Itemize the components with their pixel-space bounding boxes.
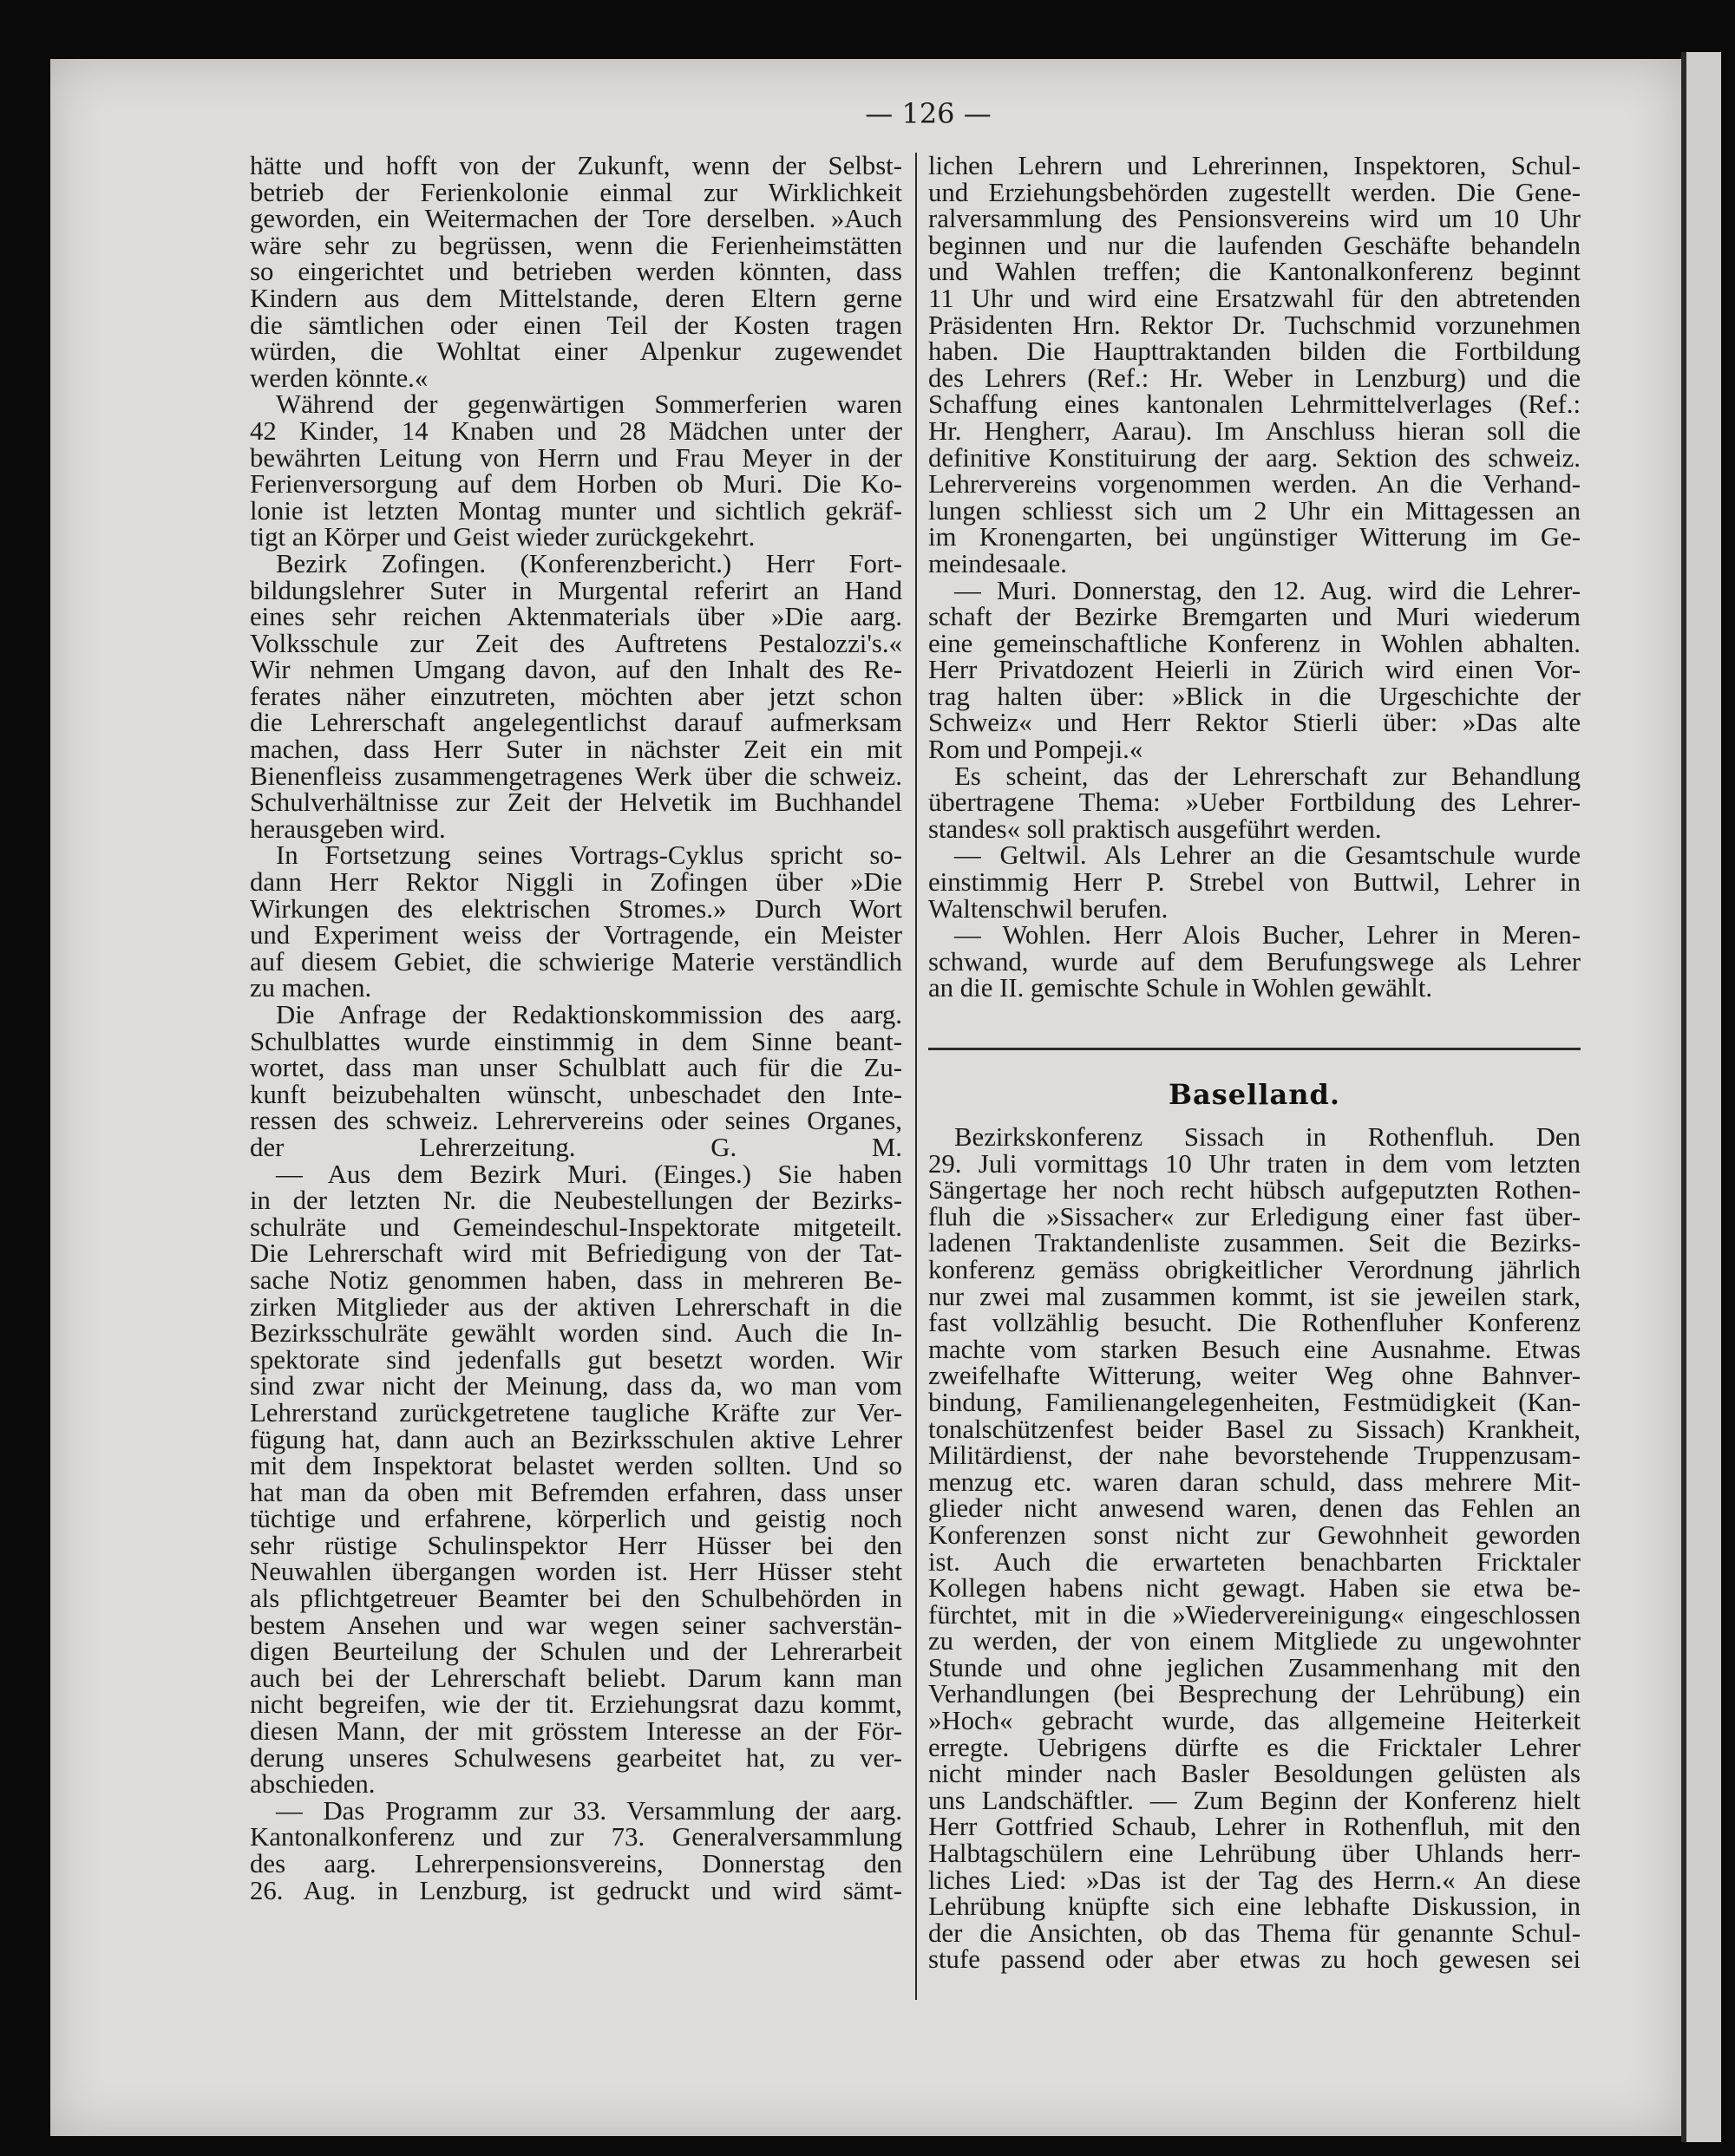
text-line: Lehrübung knüpfte sich eine lebhafte Diskussion, in <box>928 1891 1581 1922</box>
text-line: wäre sehr zu begrüssen, wenn die Ferienheimstätten <box>250 230 902 260</box>
text-line: Verhandlungen (bei Besprechung der Lehrübung) ein <box>928 1679 1581 1709</box>
section-separator <box>928 1048 1581 1050</box>
text-line: 11 Uhr und wird eine Ersatzwahl für den abtretenden <box>928 283 1581 313</box>
text-line: fürchtet, mit in die »Wiedervereinigung« eingeschlossen <box>928 1599 1581 1630</box>
text-line: fast vollzählig besucht. Die Rothenfluher Konferenz <box>928 1308 1581 1338</box>
text-line: tonalschützenfest beider Basel zu Sissach) Krankheit, <box>928 1414 1581 1444</box>
text-line: übertragene Thema: »Ueber Fortbildung des Lehrer- <box>928 787 1581 818</box>
text-line: Kantonalkonferenz und zur 73. Generalversammlung <box>250 1822 902 1852</box>
text-line: Schulblattes wurde einstimmig in dem Sinne beant- <box>250 1026 902 1056</box>
text-line: Bienenfleiss zusammengetragenes Werk über die schweiz. <box>250 761 902 791</box>
text-line: fügung hat, dann auch an Bezirksschulen aktive Lehrer <box>250 1424 902 1454</box>
text-line: diesen Mann, der mit grösstem Interesse an der För- <box>250 1716 902 1747</box>
text-line: — Geltwil. Als Lehrer an die Gesamtschule wurde <box>954 840 1581 871</box>
text-line: fluh die »Sissacher« zur Erledigung einer fast über- <box>928 1201 1581 1232</box>
text-line: Kollegen habens nicht gewagt. Haben sie etwa be- <box>928 1573 1581 1604</box>
text-line: schulräte und Gemeindeschul-Inspektorate mitgeteilt. <box>250 1212 902 1242</box>
text-line: Lehrerstand zurückgetretene taugliche Kräfte zur Ver- <box>250 1397 902 1428</box>
text-line: uns Landschäftler. — Zum Beginn der Konferenz hielt <box>928 1785 1581 1815</box>
text-line: meindesaale. <box>928 548 1067 578</box>
text-line: Hr. Hengherr, Aarau). Im Anschluss hieran soll die <box>928 415 1581 446</box>
text-line: des aarg. Lehrerpensionsvereins, Donnerstag den <box>250 1849 902 1878</box>
text-line: Sängertage her noch recht hübsch aufgeputzten Rothen- <box>928 1175 1581 1205</box>
text-line: die sämtlichen oder einen Teil der Kosten tragen <box>250 310 902 340</box>
text-line: eines sehr reichen Aktenmaterials über »Die aarg. <box>250 602 902 632</box>
text-line: Stunde und ohne jeglichen Zusammenhang mit den <box>928 1652 1581 1682</box>
text-line: 42 Kinder, 14 Knaben und 28 Mädchen unter der <box>250 415 902 446</box>
text-line: ferates näher einzutreten, möchten aber jetzt schon <box>250 681 902 711</box>
scan-background <box>0 0 1735 59</box>
text-line: sehr rüstige Schulinspektor Herr Hüsser bei den <box>250 1530 902 1560</box>
page-number: — 126 — <box>865 97 992 130</box>
text-line: 26. Aug. in Lenzburg, ist gedruckt und wird sämt- <box>250 1875 902 1905</box>
text-line: ralversammlung des Pensionsvereins wird um 10 Uhr <box>928 204 1581 234</box>
text-line: die Lehrerschaft angelegentlichst darauf aufmerksam <box>250 708 902 738</box>
text-line: In Fortsetzung seines Vortrags-Cyklus spricht so- <box>276 840 902 871</box>
column-divider <box>915 153 917 2000</box>
text-line: Schweiz« und Herr Rektor Stierli über: »Das alte <box>928 708 1581 738</box>
text-line: derung unseres Schulwesens gearbeitet hat, zu ver- <box>250 1742 902 1773</box>
text-line: Wirkungen des elektrischen Stromes.» Durch Wort <box>250 893 902 924</box>
text-line: Volksschule zur Zeit des Auftretens Pestalozzi's.« <box>250 628 902 658</box>
text-line: trag halten über: »Blick in die Urgeschichte der <box>928 681 1581 711</box>
text-line: bestem Ansehen und war wegen seiner sachverstän- <box>250 1610 902 1640</box>
text-line: der Lehrerzeitung. G. M. <box>250 1132 902 1162</box>
text-line: Herr Gottfried Schaub, Lehrer in Rothenfluh, mit den <box>928 1812 1581 1842</box>
text-line: beginnen und nur die laufenden Geschäfte behandeln <box>928 230 1581 260</box>
text-line: des Lehrers (Ref.: Hr. Weber in Lenzburg) und die <box>928 363 1581 393</box>
text-line: — Muri. Donnerstag, den 12. Aug. wird die Lehrer- <box>954 575 1581 605</box>
text-line: — Das Programm zur 33. Versammlung der aarg. <box>276 1795 902 1826</box>
text-line: kunft beizubehalten wünscht, unbeschadet den Inte- <box>250 1079 902 1109</box>
text-line: lungen schliesst sich um 2 Uhr ein Mittagessen an <box>928 495 1581 526</box>
text-line: bindung, Familienangelegenheiten, Festmüdigkeit (Kan- <box>928 1387 1581 1417</box>
text-line: Präsidenten Hrn. Rektor Dr. Tuchschmid vorzunehmen <box>928 310 1581 340</box>
text-line: geworden, ein Weitermachen der Tore derselben. »Auch <box>250 204 902 234</box>
next-page-edge <box>1681 52 1721 2142</box>
text-line: tüchtige und erfahrene, körperlich und geistig noch <box>250 1504 902 1534</box>
text-line: menzug etc. waren daran schuld, dass mehrere Mit- <box>928 1467 1581 1497</box>
text-line: spektorate sind jedenfalls gut besetzt worden. Wir <box>250 1344 902 1375</box>
text-line: nur zwei mal zusammen kommt, ist sie jeweilen stark, <box>928 1281 1581 1311</box>
text-line: Neuwahlen übergangen worden ist. Herr Hüsser steht <box>250 1557 902 1587</box>
text-line: konferenz gemäss obrigkeitlicher Verordnung jährlich <box>928 1254 1581 1284</box>
text-line: bildungslehrer Suter in Murgental referirt an Hand <box>250 575 902 605</box>
text-line: ist. Auch die erwarteten benachbarten Fricktaler <box>928 1546 1581 1577</box>
text-line: dann Herr Rektor Niggli in Zofingen über »Die <box>250 867 902 898</box>
text-line: nicht minder nach Basler Besoldungen gelüsten als <box>928 1759 1581 1789</box>
text-line: lonie ist letzten Montag munter und sichtlich gekräf- <box>250 495 902 526</box>
text-line: zirken Mitglieder aus der aktiven Lehrerschaft in die <box>250 1291 902 1322</box>
text-line: in der letzten Nr. die Neubestellungen der Bezirks- <box>250 1186 902 1216</box>
left-text-column <box>250 153 902 1904</box>
text-line: ladenen Traktandenliste zusammen. Seit die Bezirks- <box>928 1228 1581 1258</box>
text-line: Wir nehmen Umgang davon, auf den Inhalt des Re- <box>250 655 902 685</box>
text-line: und Experiment weiss der Vortragende, ein Meister <box>250 920 902 951</box>
text-line: 29. Juli vormittags 10 Uhr traten in dem vom letzten <box>928 1148 1581 1179</box>
text-line: betrieb der Ferienkolonie einmal zur Wirklichkeit <box>250 177 902 207</box>
text-line: standes« soll praktisch ausgeführt werden. <box>928 813 1382 844</box>
text-line: Die Anfrage der Redaktionskommission des aarg. <box>276 1000 902 1029</box>
text-line: mit dem Inspektorat belastet werden sollten. Und so <box>250 1451 902 1481</box>
text-line: an die II. gemischte Schule in Wohlen gewählt. <box>928 973 1433 1003</box>
section-heading-baselland: Baselland. <box>1169 1078 1340 1111</box>
text-line: erregte. Uebrigens dürfte es die Fricktaler Lehrer <box>928 1732 1581 1762</box>
right-text-column-top <box>928 153 1581 1002</box>
text-line: stufe passend oder aber etwas zu hoch gewesen sei <box>928 1944 1581 1975</box>
text-line: würden, die Wohltat einer Alpenkur zugewendet <box>250 336 902 367</box>
text-line: hätte und hofft von der Zukunft, wenn der Selbst- <box>250 151 902 180</box>
text-line: machte vom starken Besuch eine Ausnahme. Etwas <box>928 1334 1581 1364</box>
text-line: als pflichtgetreuer Beamter bei den Schulbehörden in <box>250 1584 902 1614</box>
text-line: zu machen. <box>250 973 372 1003</box>
text-line: eine gemeinschaftliche Konferenz in Wohlen abhalten. <box>928 628 1581 658</box>
text-line: bewährten Leitung von Herrn und Frau Meyer in der <box>250 442 902 473</box>
text-line: Lehrervereins vorgenommen werden. An die Verhand- <box>928 469 1581 500</box>
text-line: Bezirksschulräte gewählt worden sind. Auch die In- <box>250 1318 902 1349</box>
text-line: — Wohlen. Herr Alois Bucher, Lehrer in Meren- <box>954 920 1581 951</box>
text-line: auf diesem Gebiet, die schwierige Materie verständlich <box>250 946 902 977</box>
text-line: im Kronengarten, bei ungünstiger Witterung im Ge- <box>928 522 1581 552</box>
text-line: hat man da oben mit Befremden erfahren, dass unser <box>250 1477 902 1507</box>
text-line: werden könnte.« <box>250 363 429 393</box>
text-line: wortet, dass man unser Schulblatt auch für die Zu- <box>250 1053 902 1083</box>
text-line: definitive Konstituirung der aarg. Sektion des schweiz. <box>928 442 1581 473</box>
text-line: »Hoch« gebracht wurde, das allgemeine Heiterkeit <box>928 1706 1581 1736</box>
text-line: einstimmig Herr P. Strebel von Buttwil, Lehrer in <box>928 867 1581 898</box>
text-line: Halbtagschülern eine Lehrübung über Uhlands herr- <box>928 1839 1581 1869</box>
text-line: zweifelhafte Witterung, weiter Weg ohne Bahnver- <box>928 1361 1581 1391</box>
text-line: digen Beurteilung der Schulen und der Lehrerarbeit <box>250 1637 902 1667</box>
text-line: und Erziehungsbehörden zugestellt werden. Die Gene- <box>928 177 1581 207</box>
text-line: Rom und Pompeji.« <box>928 735 1143 765</box>
text-line: Schulverhältnisse zur Zeit der Helvetik im Buchhandel <box>250 787 902 818</box>
text-line: Militärdienst, der nahe bevorstehende Truppenzusam- <box>928 1441 1581 1471</box>
text-line: tigt an Körper und Geist wieder zurückgekehrt. <box>250 522 756 552</box>
text-line: Herr Privatdozent Heierli in Zürich wird einen Vor- <box>928 655 1581 685</box>
text-line: schwand, wurde auf dem Berufungswege als Lehrer <box>928 946 1581 977</box>
text-line: Bezirk Zofingen. (Konferenzbericht.) Herr Fort- <box>276 548 902 578</box>
text-line: auch bei der Lehrerschaft beliebt. Darum kann man <box>250 1663 902 1693</box>
text-line: liches Lied: »Das ist der Tag des Herrn.« An diese <box>928 1865 1581 1895</box>
text-line: glieder nicht anwesend waren, denen das Fehlen an <box>928 1493 1581 1524</box>
text-line: herausgeben wird. <box>250 813 446 844</box>
text-line: so eingerichtet und betrieben werden könnten, dass <box>250 257 902 287</box>
text-line: Bezirkskonferenz Sissach in Rothenfluh. Den <box>954 1122 1581 1152</box>
text-line: und Wahlen treffen; die Kantonalkonferenz beginnt <box>928 257 1581 287</box>
right-text-column-bottom <box>928 1124 1581 1973</box>
text-line: zu werden, der von einem Mitgliede zu ungewohnter <box>928 1626 1581 1656</box>
text-line: der die Ansichten, ob das Thema für genannte Schul- <box>928 1918 1581 1948</box>
text-line: Die Lehrerschaft wird mit Befriedigung von der Tat- <box>250 1238 902 1269</box>
text-line: Schaffung eines kantonalen Lehrmittelverlages (Ref.: <box>928 389 1581 420</box>
text-line: machen, dass Herr Suter in nächster Zeit ein mit <box>250 735 902 765</box>
text-line: Während der gegenwärtigen Sommerferien waren <box>276 389 902 420</box>
text-line: sache Notiz genommen haben, dass in mehreren Be- <box>250 1264 902 1295</box>
text-line: nicht begreifen, wie der tit. Erziehungsrat dazu kommt, <box>250 1689 902 1720</box>
text-line: haben. Die Haupttraktanden bilden die Fortbildung <box>928 336 1581 367</box>
text-line: lichen Lehrern und Lehrerinnen, Inspektoren, Schul- <box>928 151 1581 180</box>
text-line: sind zwar nicht der Meinung, dass da, wo man vom <box>250 1371 902 1401</box>
text-line: Kindern aus dem Mittelstande, deren Eltern gerne <box>250 283 902 313</box>
text-line: Konferenzen sonst nicht zur Gewohnheit geworden <box>928 1519 1581 1550</box>
text-line: ressen des schweiz. Lehrervereins oder seines Organes, <box>250 1106 902 1136</box>
text-line: Es scheint, das der Lehrerschaft zur Behandlung <box>954 761 1581 791</box>
text-line: schaft der Bezirke Bremgarten und Muri wiederum <box>928 602 1581 632</box>
text-line: Waltenschwil berufen. <box>928 893 1169 924</box>
text-line: abschieden. <box>250 1769 376 1800</box>
text-line: — Aus dem Bezirk Muri. (Einges.) Sie haben <box>276 1159 902 1189</box>
text-line: Ferienversorgung auf dem Horben ob Muri. Die Ko- <box>250 469 902 500</box>
